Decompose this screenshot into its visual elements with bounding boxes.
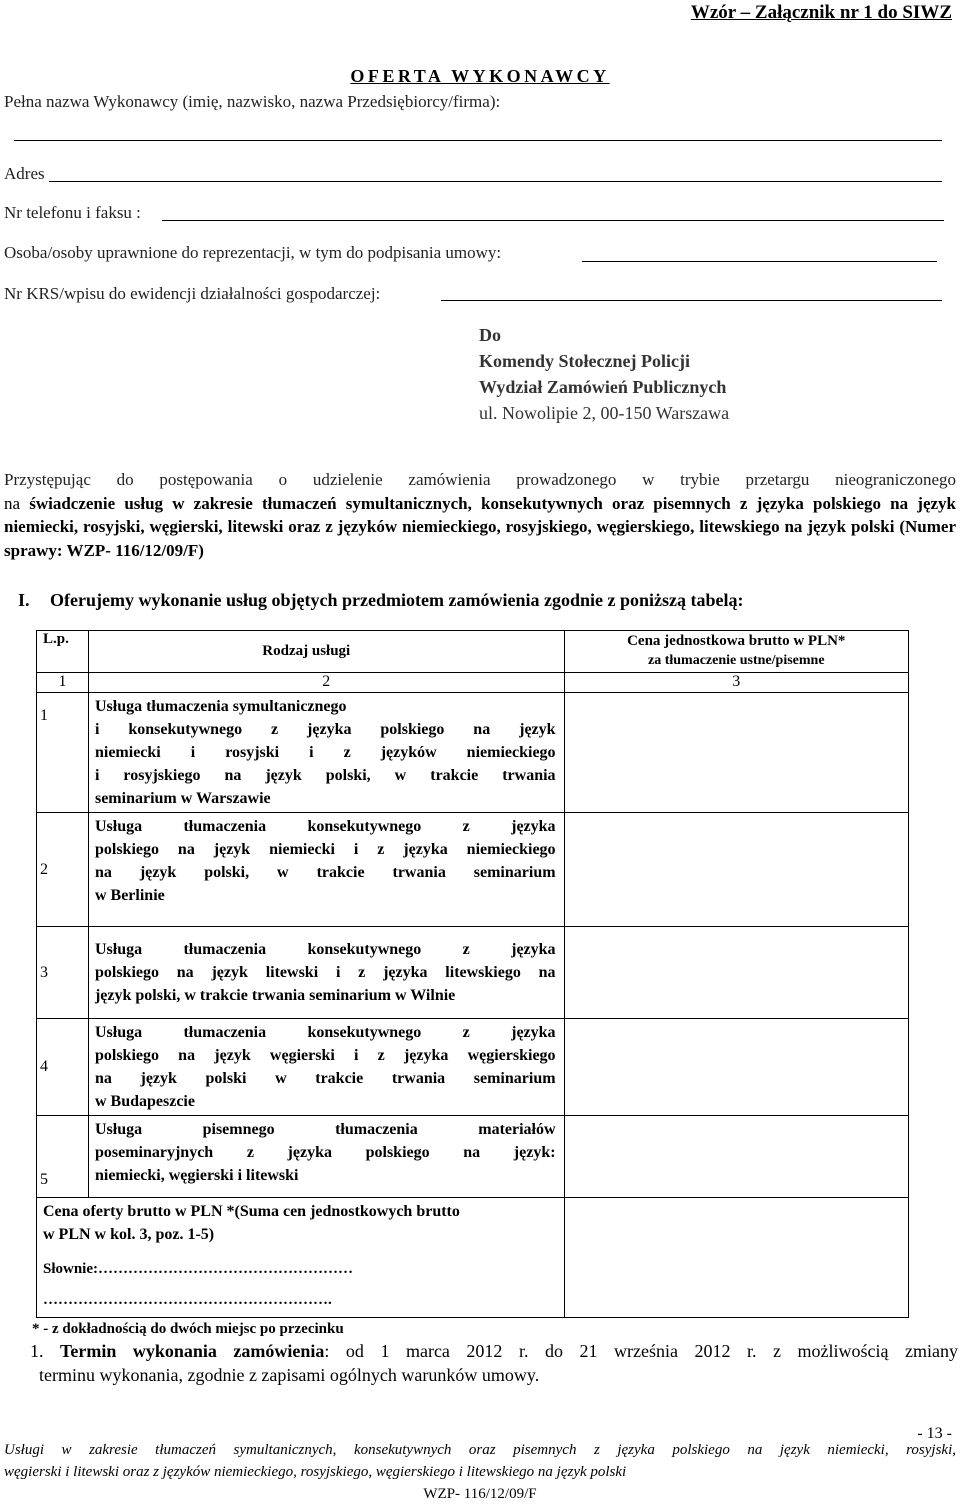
address-line[interactable] xyxy=(49,181,942,182)
row-service-description xyxy=(88,693,564,813)
total-cell xyxy=(37,1198,565,1318)
term-heading: Termin wykonania zamówienia xyxy=(60,1341,325,1361)
footer-case-number: WZP- 116/12/09/F xyxy=(423,1486,537,1502)
row-service-description xyxy=(88,1116,564,1198)
term-number: 1. xyxy=(30,1341,44,1361)
row-line: w Budapeszcie xyxy=(94,1093,195,1110)
table-row xyxy=(37,927,909,1019)
column-number-1: 1 xyxy=(37,673,89,693)
row-service-description xyxy=(88,1019,564,1116)
column-number-2: 2 xyxy=(88,673,564,693)
row-line: na język polski, w trakcie trwania seminarium xyxy=(94,864,556,881)
addressee-block xyxy=(479,322,729,426)
row-line: poseminaryjnych z języka polskiego na język: xyxy=(94,1144,556,1161)
row-line: niemiecki i rosyjski i z języków niemieckiego xyxy=(94,744,556,761)
row-lp: 5 xyxy=(37,1116,89,1198)
amount-in-words-continued[interactable]: …………………………………………………. xyxy=(43,1292,332,1308)
row-price-cell[interactable] xyxy=(564,1019,908,1116)
representatives-line[interactable] xyxy=(582,261,937,262)
row-line: niemiecki, węgierski i litewski xyxy=(94,1167,299,1184)
total-row xyxy=(37,1198,909,1318)
addressee-line-2: Komendy Stołecznej Policji xyxy=(479,351,690,371)
row-lp: 2 xyxy=(37,813,89,927)
header-price-line-2: za tłumaczenie ustne/pisemne xyxy=(648,653,825,668)
section-1-heading xyxy=(18,590,743,611)
row-service-description xyxy=(88,813,564,927)
footer-line-2: węgierski i litewski oraz z języków niemieckiego, rosyjskiego, węgierskiego i litewskiego na język polski xyxy=(4,1464,627,1480)
krs-label: Nr KRS/wpisu do ewidencji działalności gospodarczej: xyxy=(4,284,381,303)
total-price-cell[interactable] xyxy=(564,1198,908,1318)
krs-line[interactable] xyxy=(441,300,942,301)
addressee-line-3: Wydział Zamówień Publicznych xyxy=(479,377,727,397)
row-price-cell[interactable] xyxy=(564,927,908,1019)
header-service: Rodzaj usługi xyxy=(88,631,564,673)
table-row xyxy=(37,1116,909,1198)
table-row xyxy=(37,1019,909,1116)
footer-line-1: Usługi w zakresie tłumaczeń symultanicznych, konsekutywnych oraz pisemnych z języka polskiego na język niemiecki, rosyjski, xyxy=(4,1442,956,1458)
services-table xyxy=(36,630,909,1318)
table-row xyxy=(37,693,909,813)
row-line: polskiego na język niemiecki i z języka niemieckiego xyxy=(94,841,556,858)
section-1-text: Oferujemy wykonanie usług objętych przedmiotem zamówienia zgodnie z poniższą tabelą: xyxy=(50,590,744,610)
term-dates: : od 1 marca 2012 r. do 21 września 2012 r. z możliwością zmiany xyxy=(324,1341,958,1361)
row-line: seminarium w Warszawie xyxy=(94,790,271,807)
row-line: polskiego na język litewski i z języka litewskiego na xyxy=(94,964,556,981)
row-line: Usługa pisemnego tłumaczenia materiałów xyxy=(94,1121,556,1138)
intro-case-number: (Numer sprawy: WZP- 116/12/09/F) xyxy=(4,517,956,561)
full-name-line[interactable] xyxy=(14,140,942,141)
row-price-cell[interactable] xyxy=(564,1116,908,1198)
row-line: Usługa tłumaczenia konsekutywnego z języka xyxy=(94,941,556,958)
page-number: - 13 - xyxy=(917,1425,952,1442)
intro-line-1: Przystępując do postępowania o udzielenie zamówienia prowadzonego w trybie przetargu nieograniczonego xyxy=(4,470,956,489)
page-footer xyxy=(4,1439,956,1505)
row-service-description xyxy=(88,927,564,1019)
row-line: i rosyjskiego na język polski, w trakcie trwania xyxy=(94,767,556,784)
document-title: OFERTA WYKONAWCY xyxy=(350,66,610,86)
column-number-3: 3 xyxy=(564,673,908,693)
row-line: Usługa tłumaczenia konsekutywnego z języka xyxy=(94,818,556,835)
full-name-label: Pełna nazwa Wykonawcy (imię, nazwisko, nazwa Przedsiębiorcy/firma): xyxy=(4,92,501,111)
row-lp: 1 xyxy=(37,693,89,813)
row-line: Usługa tłumaczenia symultanicznego xyxy=(94,698,347,715)
attachment-header: Wzór – Załącznik nr 1 do SIWZ xyxy=(690,2,952,23)
table-header-row xyxy=(37,631,909,673)
footnote: * - z dokładnością do dwóch miejsc po przecinku xyxy=(32,1321,344,1337)
term-line-2: terminu wykonania, zgodnie z zapisami ogólnych warunków umowy. xyxy=(39,1365,540,1385)
row-price-cell[interactable] xyxy=(564,813,908,927)
row-lp: 4 xyxy=(37,1019,89,1116)
intro-plain: na xyxy=(4,493,30,513)
row-line: i konsekutywnego z języka polskiego na język xyxy=(94,721,556,738)
total-line-2: w PLN w kol. 3, poz. 1-5) xyxy=(43,1226,215,1243)
addressee-line-1: Do xyxy=(479,325,501,345)
row-line: na język polski w trakcie trwania seminarium xyxy=(94,1070,556,1087)
column-number-row xyxy=(37,673,909,693)
intro-body xyxy=(4,492,956,563)
row-lp: 3 xyxy=(37,927,89,1019)
phone-fax-line[interactable] xyxy=(162,220,944,221)
total-line-1: Cena oferty brutto w PLN *(Suma cen jednostkowych brutto xyxy=(43,1203,460,1220)
address-label: Adres xyxy=(4,164,45,183)
intro-subject: świadczenie usług w zakresie tłumaczeń symultanicznych, konsekutywnych oraz pisemnych z języka polskiego na język niemiecki, rosyjski, węgierski, litewski oraz z języków niemieckiego, rosyjskiego, węgierskiego, litewskiego na język polski xyxy=(4,493,957,537)
row-price-cell[interactable] xyxy=(564,693,908,813)
row-line: język polski, w trakcie trwania seminarium w Wilnie xyxy=(94,987,456,1004)
header-price xyxy=(564,631,908,673)
intro-paragraph xyxy=(4,468,956,563)
term-paragraph xyxy=(30,1339,958,1387)
addressee-line-4: ul. Nowolipie 2, 00-150 Warszawa xyxy=(479,403,730,423)
term-line-1 xyxy=(30,1339,958,1363)
header-price-line-1: Cena jednostkowa brutto w PLN* xyxy=(627,633,846,649)
table-row xyxy=(37,813,909,927)
header-lp: L.p. xyxy=(37,631,89,673)
amount-in-words[interactable]: Słownie:…………………………………………… xyxy=(43,1261,354,1277)
section-1-number: I. xyxy=(18,590,30,610)
phone-fax-label: Nr telefonu i faksu : xyxy=(4,203,141,222)
row-line: Usługa tłumaczenia konsekutywnego z języka xyxy=(94,1024,556,1041)
row-line: w Berlinie xyxy=(94,887,165,904)
representatives-label: Osoba/osoby uprawnione do reprezentacji, w tym do podpisania umowy: xyxy=(4,243,502,262)
row-line: polskiego na język węgierski i z języka węgierskiego xyxy=(94,1047,556,1064)
